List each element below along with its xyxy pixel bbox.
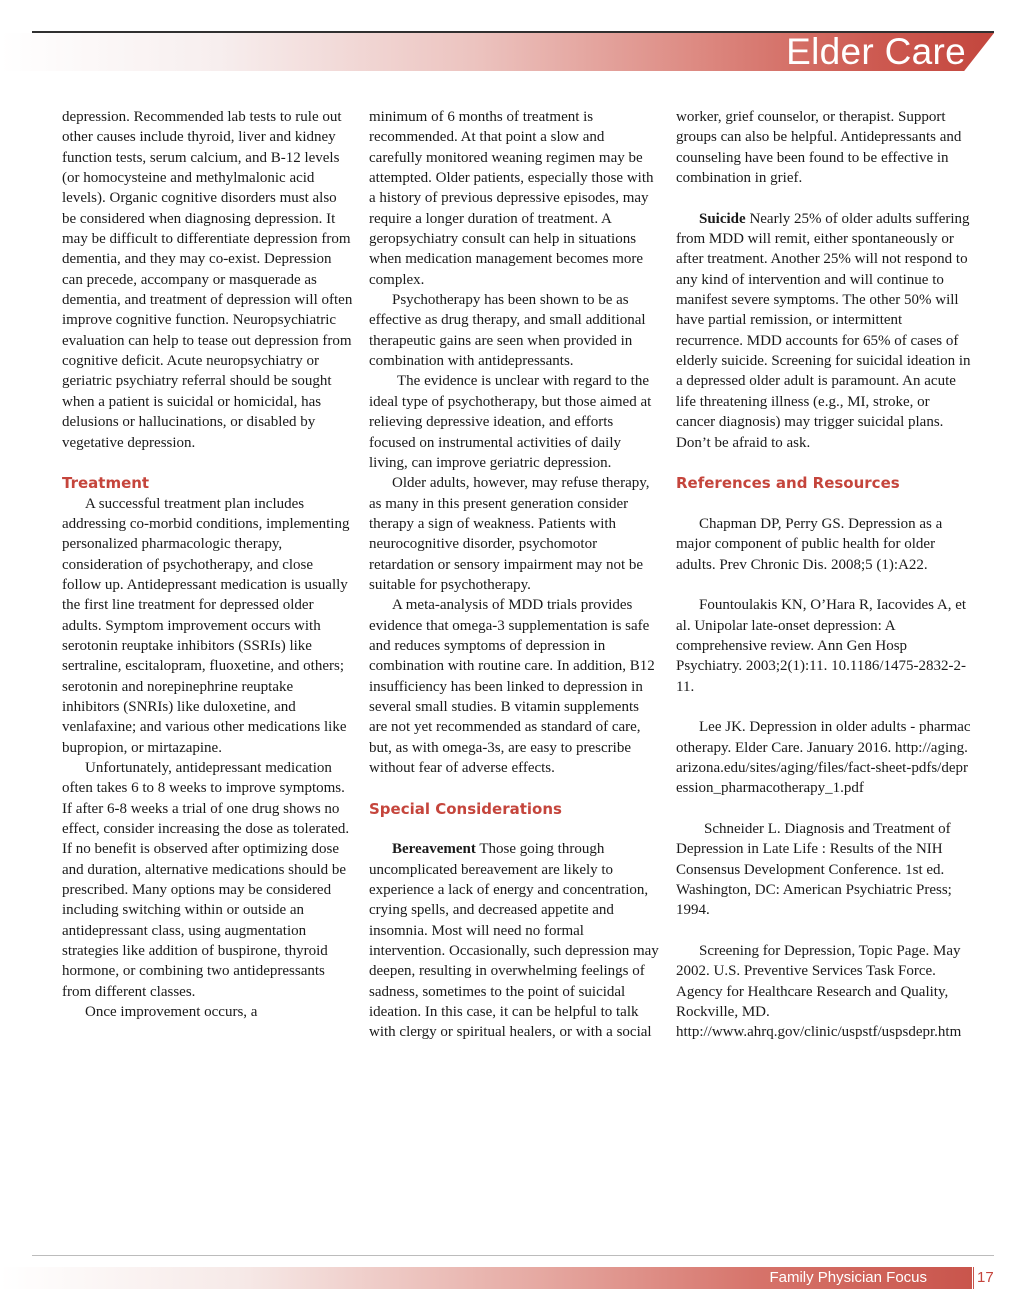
reference-item: Chapman DP, Perry GS. Depression as a major component of public health for older adults. Prev Chronic Dis. 2008;5 (1):A22. <box>676 515 943 573</box>
spacer <box>676 188 972 208</box>
page-number: 17 <box>977 1269 994 1286</box>
bereavement-text: Those going through uncomplicated bereavement are likely to experience a lack of energy and concentration, crying spells, and decreased appetite and insomnia. Most will need no formal intervention. Occasionally, such depression may deepen, resulting in overwhelming feelings of sadness, sometimes to the point of suicidal ideation. In this case, it can be helpful to talk with clergy or spiritual healers, or with a social <box>369 841 659 1041</box>
paragraph-treatment-plan: A successful treatment plan includes addressing co-morbid conditions, implementing personalized pharmacologic therapy, consideration of psychotherapy, and close follow up. Antidepressant medication is usually the first line treatment for depressed older adults. Symptom improvement occurs with serotonin reuptake inhibitors (SSRIs) like sertraline, escitalopram, fluoxetine, and others; serotonin and norepinephrine reuptake inhibitors (SNRIs) like duloxetine, and venlafaxine; and various other medications like bupropion, or mirtazapine. <box>62 495 350 756</box>
paragraph-psychotherapy-refusal: Older adults, however, may refuse therapy, as many in this present generation consider therapy a sign of weakness. Patients with neurocognitive disorder, psychomotor retardation or sensory impairment may not be suitable for psychotherapy. <box>369 475 650 593</box>
column-2 <box>369 107 661 1043</box>
footer-publication: Family Physician Focus <box>769 1269 927 1286</box>
reference-item: Schneider L. Diagnosis and Treatment of Depression in Late Life : Results of the NIH Consensus Development Conference. 1st ed. Washington, DC: American Psychiatric Press; 1994. <box>676 821 952 919</box>
heading-references: References and Resources <box>676 474 900 493</box>
heading-treatment: Treatment <box>62 474 150 493</box>
paragraph-bereavement-continued: worker, grief counselor, or therapist. Support groups can also be helpful. Antidepressants and counseling have been found to be effective in combination in grief. <box>676 109 962 187</box>
paragraph-intro-continued: depression. Recommended lab tests to rule out other causes include thyroid, liver and kidney function tests, serum calcium, and B-12 levels (or homocysteine and methylmalonic acid levels). Organic cognitive disorders must also be considered when diagnosing depression. It may be difficult to differentiate depression from dementia, and they may co-exist. Depression can precede, accompany or masquerade as dementia, and treatment of depression will often improve cognitive function. Neuropsychiatric evaluation can help to tease out depression from cognitive deficit. Acute neuropsychiatry or geriatric psychiatry referral should be sought when a patient is suicidal or homicidal, has delusions or hallucinations, or disabled by vegetative depression. <box>62 109 353 451</box>
paragraph-treatment-continued: minimum of 6 months of treatment is recommended. At that point a slow and carefully monitored weaning regimen may be attempted. Older patients, especially those with a history of previous depressive episodes, may require a longer duration of treatment. A geropsychiatry consult can help in situations when medication management becomes more complex. <box>369 109 654 288</box>
paragraph-treatment-duration: Unfortunately, antidepressant medication often takes 6 to 8 weeks to improve symptoms. If after 6-8 weeks a trial of one drug shows no effect, consider increasing the dose as tolerated. If no benefit is observed after optimizing dose and duration, alternative medications should be prescribed. Many options may be considered including switching within or outside an antidepressant class, using augmentation strategies like addition of buspirone, thyroid hormone, or combining two antidepressants from different classes. <box>62 760 350 1000</box>
footer-divider <box>973 1267 974 1289</box>
reference-item: Screening for Depression, Topic Page. May 2002. U.S. Preventive Services Task Force. Agency for Healthcare Research and Quality, Rockville, MD. http://www.ahrq.gov/clinic/uspstf/uspsdepr.htm <box>676 943 962 1041</box>
suicide-label: Suicide <box>699 210 746 227</box>
spacer <box>369 778 661 798</box>
reference-item: Fountoulakis KN, O’Hara R, Iacovides A, et al. Unipolar late-onset depression: A comprehensive review. Ann Gen Hosp Psychiatry. 2003;2(1):11. 10.1186/1475-2832-2-11. <box>676 597 967 695</box>
heading-special-considerations: Special Considerations <box>369 799 562 818</box>
bereavement-label: Bereavement <box>392 841 476 858</box>
paragraph-treatment-improvement: Once improvement occurs, a <box>85 1004 258 1021</box>
spacer <box>369 819 661 839</box>
footer-rule <box>32 1255 994 1256</box>
spacer <box>676 799 972 819</box>
section-title: Elder Care <box>786 31 966 72</box>
suicide-text: Nearly 25% of older adults suffering from MDD will remit, either spontaneously or after treatment. Another 25% will not respond to any kind of intervention and will continue to manifest severe symptoms. The other 50% will have partial remission, or intermittent recurrence. MDD accounts for 65% of cases of elderly suicide. Screening for suicidal ideation in a depressed older adult is paramount. An acute life threatening illness (e.g., MI, stroke, or cancer diagnosis) may trigger suicidal plans. Don’t be afraid to ask. <box>676 210 971 451</box>
spacer <box>676 494 972 514</box>
column-1 <box>62 107 354 1022</box>
spacer <box>676 921 972 941</box>
paragraph-psychotherapy-type: The evidence is unclear with regard to the ideal type of psychotherapy, but those aimed at relieving depressive ideation, and efforts focused on instrumental activities of daily living, can improve geriatric depression. <box>369 373 652 471</box>
spacer <box>676 575 972 595</box>
column-3 <box>676 107 972 1043</box>
reference-item: Lee JK. Depression in older adults - pharmacotherapy. Elder Care. January 2016. http://aging.arizona.edu/sites/aging/files/fact-sheet-pdfs/depression_pharmacotherapy_1.pdf <box>676 719 971 797</box>
paragraph-bereavement <box>369 839 661 1042</box>
paragraph-suicide <box>676 209 972 453</box>
spacer <box>62 453 354 473</box>
spacer <box>676 453 972 473</box>
paragraph-meta-analysis: A meta-analysis of MDD trials provides evidence that omega-3 supplementation is safe and reduces symptoms of depression in combination with routine care. In addition, B12 insufficiency has been linked to depression in several small studies. B vitamin supplements are not yet recommended as standard of care, but, as with omega-3s, are easy to prescribe without fear of adverse effects. <box>369 597 655 776</box>
paragraph-psychotherapy: Psychotherapy has been shown to be as effective as drug therapy, and small additional therapeutic gains are seen when provided in combination with antidepressants. <box>369 292 646 370</box>
spacer <box>676 697 972 717</box>
